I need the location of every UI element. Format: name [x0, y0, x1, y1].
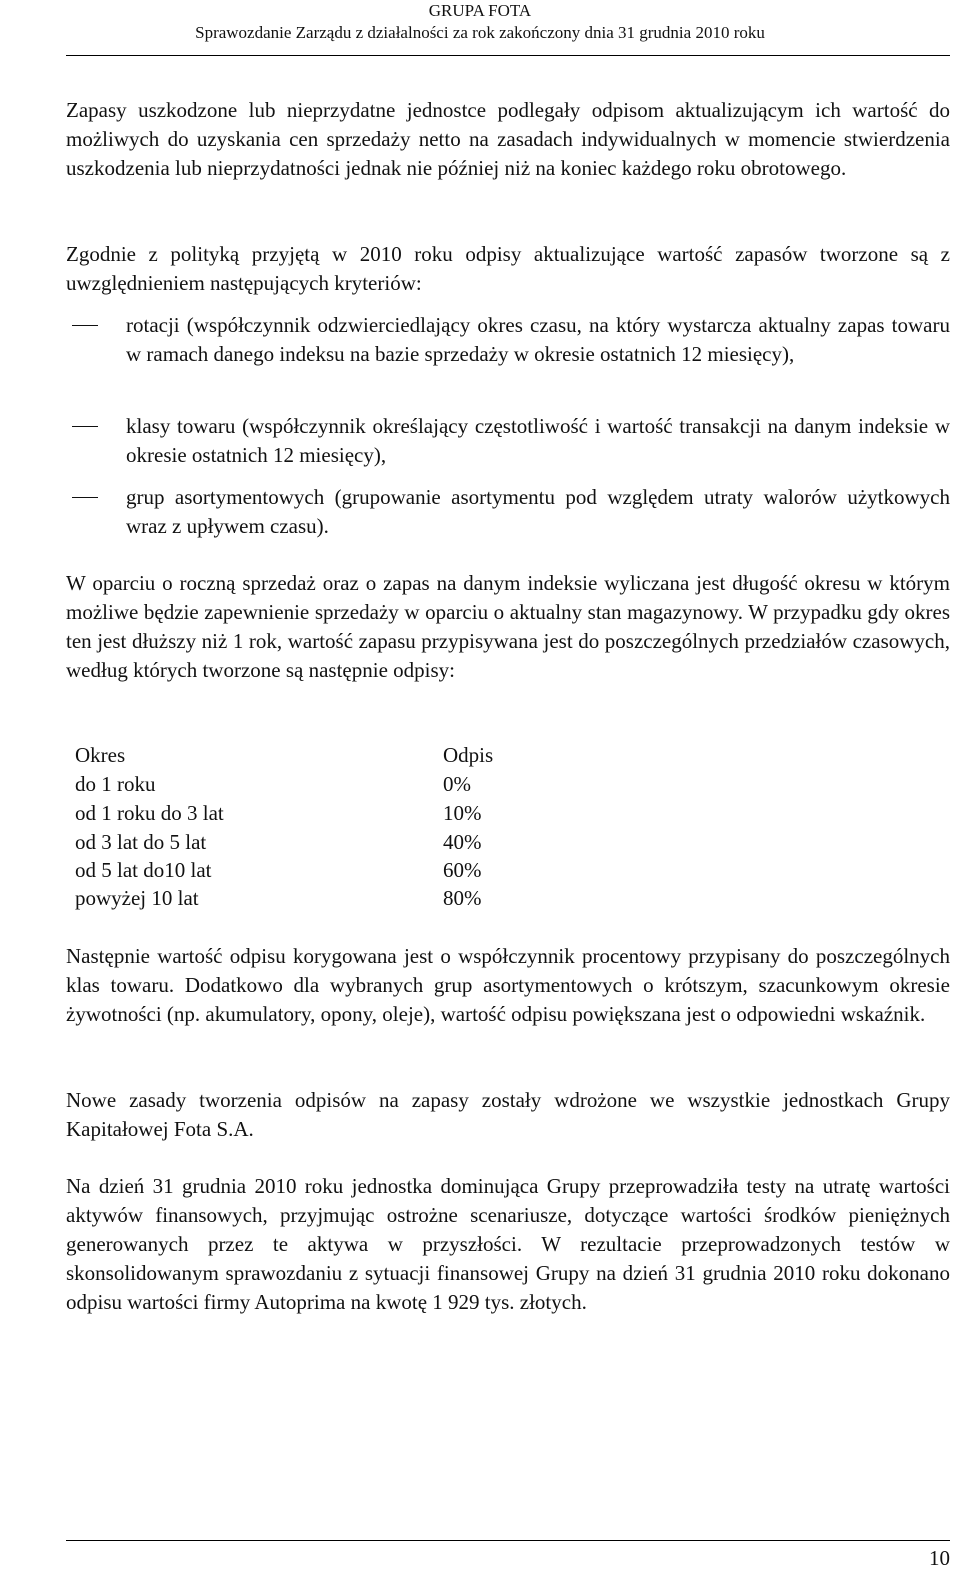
- paragraph-policy-intro: Zgodnie z polityką przyjętą w 2010 roku odpisy aktualizujące wartość zapasów tworzone są z uwzględnieniem następujących kryteriów:: [66, 242, 950, 295]
- table-cell-percent: 80%: [443, 886, 482, 910]
- paragraph-sales-period: W oparciu o roczną sprzedaż oraz o zapas na danym indeksie wyliczana jest długość okresu w którym możliwe będzie zapewnienie sprzedaży w oparciu o aktualny stan magazynowy. W przypadku gdy okres ten jest dłuższy niż 1 rok, wartość zapasu przypisywana jest do poszczególnych przedziałów czasowych, według których tworzone są następnie odpisy:: [66, 571, 950, 682]
- page-number: 10: [929, 1546, 950, 1570]
- document-title-header: Sprawozdanie Zarządu z działalności za rok zakończony dnia 31 grudnia 2010 roku: [195, 23, 765, 42]
- header-divider: [66, 55, 950, 56]
- table-cell-period: powyżej 10 lat: [75, 886, 199, 910]
- table-cell-percent: 60%: [443, 858, 482, 882]
- table-cell-percent: 0%: [443, 772, 471, 796]
- bullet-item-assortment-groups: grup asortymentowych (grupowanie asortymentu pod względem utraty walorów użytkowych wraz z upływem czasu).: [126, 485, 950, 538]
- paragraph-percentage-correction: Następnie wartość odpisu korygowana jest o współczynnik procentowy przypisany do poszczególnych klas towaru. Dodatkowo dla wybranych grup asortymentowych o krótszym, szacunkowym okresie żywotności (np. akumulatory, opony, oleje), wartość odpisu powiększana jest o odpowiedni wskaźnik.: [66, 944, 950, 1026]
- bullet-dash-3: [72, 497, 98, 498]
- table-cell-period: od 3 lat do 5 lat: [75, 830, 207, 854]
- table-cell-percent: 40%: [443, 830, 482, 854]
- table-cell-period: od 5 lat do10 lat: [75, 858, 212, 882]
- table-cell-percent: 10%: [443, 801, 482, 825]
- bullet-dash-1: [72, 325, 98, 326]
- table-cell-period: do 1 roku: [75, 772, 156, 796]
- bullet-item-rotation: rotacji (współczynnik odzwierciedlający okres czasu, na który wystarcza aktualny zapas towaru w ramach danego indeksu na bazie sprzedaży w okresie ostatnich 12 miesięcy),: [126, 313, 950, 366]
- paragraph-new-rules: Nowe zasady tworzenia odpisów na zapasy zostały wdrożone we wszystkie jednostkach Grupy Kapitałowej Fota S.A.: [66, 1088, 950, 1141]
- table-cell-period: od 1 roku do 3 lat: [75, 801, 224, 825]
- paragraph-impairment-tests: Na dzień 31 grudnia 2010 roku jednostka dominująca Grupy przeprowadziła testy na utratę wartości aktywów finansowych, przyjmując ostrożne scenariusze, dotyczące wartości środków pieniężnych generowanych przez te aktywa w przyszłości. W rezultacie przeprowadzonych testów w skonsolidowanym sprawozdaniu z sytuacji finansowej Grupy na dzień 31 grudnia 2010 roku dokonano odpisu wartości firmy Autoprima na kwotę 1 929 tys. złotych.: [66, 1174, 950, 1314]
- bullet-dash-2: [72, 426, 98, 427]
- bullet-item-goods-class: klasy towaru (współczynnik określający częstotliwość i wartość transakcji na danym indeksie w okresie ostatnich 12 miesięcy),: [126, 414, 950, 467]
- paragraph-damaged-inventory: Zapasy uszkodzone lub nieprzydatne jednostce podlegały odpisom aktualizującym ich wartość do możliwych do uzyskania cen sprzedaży netto na zasadach indywidualnych w momencie stwierdzenia uszkodzenia lub nieprzydatności jednak nie później niż na koniec każdego roku obrotowego.: [66, 98, 950, 180]
- table-header-write-down: Odpis: [443, 743, 494, 767]
- table-header-period: Okres: [75, 743, 126, 767]
- document-company-header: GRUPA FOTA: [428, 1, 532, 20]
- footer-divider: [66, 1540, 950, 1541]
